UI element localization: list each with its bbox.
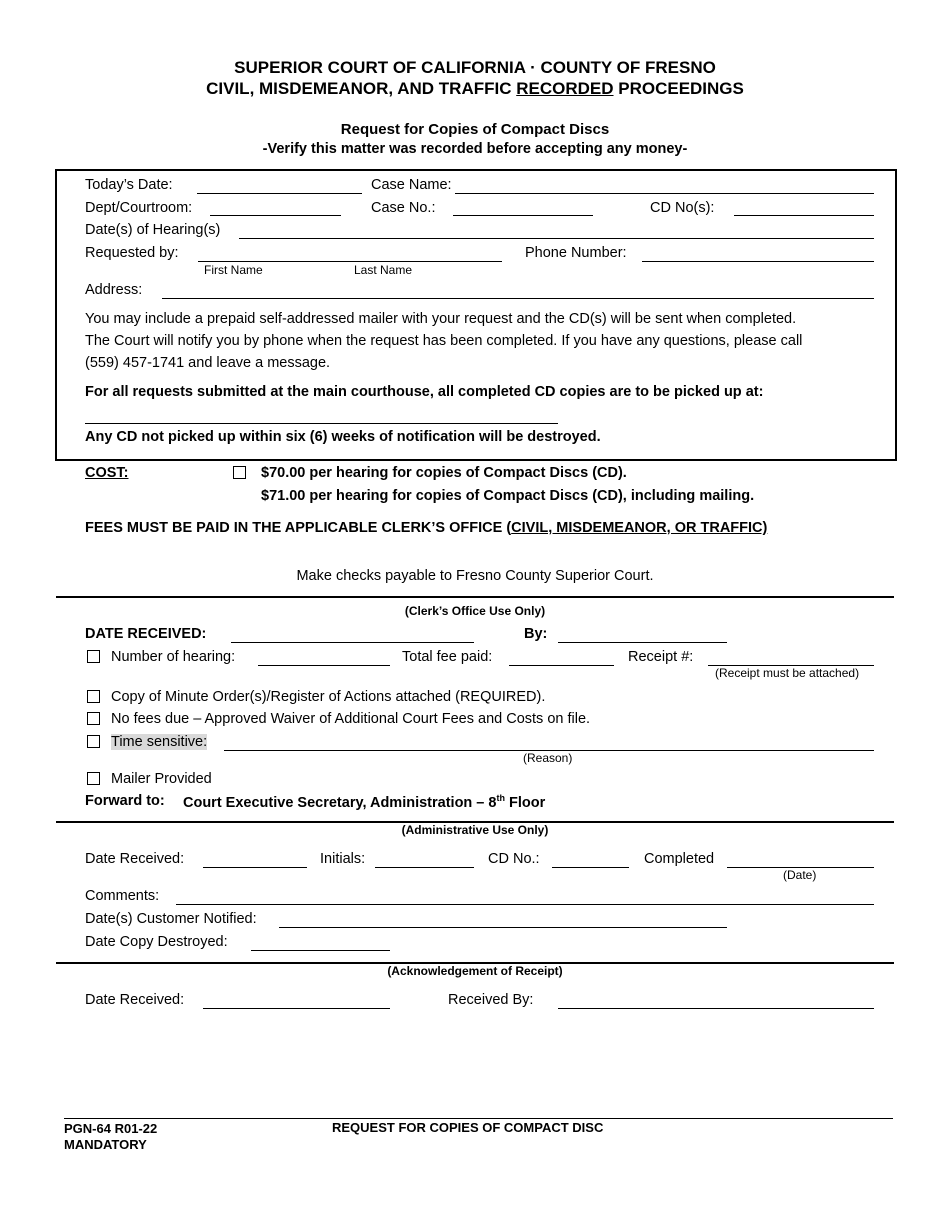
cost-option-1: $70.00 per hearing for copies of Compact Discs (CD).: [261, 465, 627, 481]
dept-field[interactable]: [210, 215, 341, 216]
receipt-note: (Receipt must be attached): [715, 666, 860, 680]
pickup-location-field[interactable]: [85, 423, 558, 424]
address-field[interactable]: [162, 298, 874, 299]
cost-label: [85, 465, 129, 481]
info-line-3: (559) 457-1741 and leave a message.: [85, 355, 331, 371]
cost-checkbox[interactable]: [233, 466, 246, 479]
clerk-section-title: (Clerk’s Office Use Only): [404, 604, 546, 618]
reason-caption: (Reason): [523, 751, 573, 765]
pickup-notice: For all requests submitted at the main courthouse, all completed CD copies are to be picked up at:: [85, 384, 764, 400]
time-sensitive-label: [111, 734, 207, 750]
todays-date-field[interactable]: [197, 193, 362, 194]
fees-notice: [85, 520, 767, 536]
admin-section-title: (Administrative Use Only): [401, 823, 549, 837]
admin-date-received-label: Date Received:: [85, 851, 185, 867]
fees-notice-pre: FEES MUST BE PAID IN THE APPLICABLE CLERK’S OFFICE (: [85, 520, 512, 536]
cd-nos-field[interactable]: [734, 215, 874, 216]
requested-by-label: Requested by:: [85, 245, 179, 261]
admin-date-received-field[interactable]: [203, 867, 307, 868]
hearing-dates-field[interactable]: [239, 238, 874, 239]
form-title: Request for Copies of Compact Discs: [340, 121, 610, 138]
no-fees-label: No fees due – Approved Waiver of Additional Court Fees and Costs on file.: [111, 711, 591, 727]
mailer-label: Mailer Provided: [111, 771, 212, 787]
no-fees-checkbox[interactable]: [87, 712, 100, 725]
ack-date-received-label: Date Received:: [85, 992, 185, 1008]
date-caption: (Date): [783, 868, 817, 882]
fees-notice-offices: CIVIL, MISDEMEANOR, OR TRAFFIC): [511, 520, 768, 536]
todays-date-label: Today’s Date:: [85, 177, 173, 193]
initials-label: Initials:: [320, 851, 366, 867]
info-line-2: The Court will notify you by phone when the request has been completed. If you have any questions, please call: [85, 333, 803, 349]
mailer-checkbox[interactable]: [87, 772, 100, 785]
clerk-date-received-field[interactable]: [231, 642, 474, 643]
first-name-caption: First Name: [204, 263, 263, 277]
proceedings-title-post: PROCEEDINGS: [613, 79, 744, 98]
total-fee-label: Total fee paid:: [402, 649, 493, 665]
case-no-field[interactable]: [453, 215, 593, 216]
last-name-caption: Last Name: [354, 263, 413, 277]
phone-label: Phone Number:: [525, 245, 627, 261]
forward-destination-pre: Court Executive Secretary, Administration – 8: [183, 794, 497, 811]
forward-destination-post: Floor: [504, 794, 546, 811]
forward-to-label: Forward to:: [85, 793, 165, 809]
case-name-field[interactable]: [455, 193, 874, 194]
received-by-label: Received By:: [448, 992, 534, 1008]
proceedings-title-recorded: RECORDED: [516, 79, 614, 98]
clerk-date-received-label: DATE RECEIVED:: [85, 626, 207, 642]
admin-cd-no-field[interactable]: [552, 867, 629, 868]
requested-by-field[interactable]: [198, 261, 502, 262]
form-number: PGN-64 R01-22: [64, 1121, 158, 1136]
completed-label: Completed: [644, 851, 715, 867]
received-by-field[interactable]: [558, 1008, 874, 1009]
hearing-dates-label: Date(s) of Hearing(s): [85, 222, 221, 238]
time-sensitive-text: Time sensitive:: [111, 734, 208, 750]
receipt-label: Receipt #:: [628, 649, 694, 665]
time-sensitive-checkbox[interactable]: [87, 735, 100, 748]
phone-field[interactable]: [642, 261, 874, 262]
case-no-label: Case No.:: [371, 200, 436, 216]
dept-label: Dept/Courtroom:: [85, 200, 193, 216]
court-title: SUPERIOR COURT OF CALIFORNIA · COUNTY OF FRESNO: [234, 58, 716, 77]
comments-field[interactable]: [176, 904, 874, 905]
address-label: Address:: [85, 282, 143, 298]
num-hearing-label: Number of hearing:: [111, 649, 236, 665]
case-name-label: Case Name:: [371, 177, 452, 193]
clerk-divider: [56, 596, 894, 598]
admin-cd-no-label: CD No.:: [488, 851, 540, 867]
forward-destination-sup: th: [496, 793, 505, 803]
comments-label: Comments:: [85, 888, 160, 904]
proceedings-title: [0, 79, 950, 99]
clerk-by-field[interactable]: [558, 642, 727, 643]
ack-date-received-field[interactable]: [203, 1008, 390, 1009]
num-hearing-field[interactable]: [258, 665, 390, 666]
total-fee-field[interactable]: [509, 665, 614, 666]
initials-field[interactable]: [375, 867, 474, 868]
copy-destroyed-label: Date Copy Destroyed:: [85, 934, 228, 950]
cost-label-text: COST:: [85, 465, 129, 481]
cd-nos-label: CD No(s):: [650, 200, 715, 216]
form-subtitle: -Verify this matter was recorded before accepting any money-: [262, 141, 688, 157]
destroy-notice: Any CD not picked up within six (6) weeks of notification will be destroyed.: [85, 429, 601, 445]
customer-notified-label: Date(s) Customer Notified:: [85, 911, 257, 927]
footer-rule: [64, 1118, 893, 1119]
footer-title: REQUEST FOR COPIES OF COMPACT DISC: [332, 1120, 604, 1135]
ack-section-title: (Acknowledgement of Receipt): [387, 964, 563, 978]
checks-payable: Make checks payable to Fresno County Superior Court.: [296, 568, 654, 584]
proceedings-title-pre: CIVIL, MISDEMEANOR, AND TRAFFIC: [206, 79, 517, 98]
copy-destroyed-field[interactable]: [251, 950, 390, 951]
clerk-by-label: By:: [524, 626, 548, 642]
customer-notified-field[interactable]: [279, 927, 727, 928]
mandatory-label: MANDATORY: [64, 1137, 147, 1152]
cost-option-2: $71.00 per hearing for copies of Compact Discs (CD), including mailing.: [261, 488, 755, 504]
info-line-1: You may include a prepaid self-addressed mailer with your request and the CD(s) will be sent when completed.: [85, 311, 797, 327]
minute-order-checkbox[interactable]: [87, 690, 100, 703]
minute-order-label: Copy of Minute Order(s)/Register of Actions attached (REQUIRED).: [111, 689, 546, 705]
forward-destination: [183, 793, 545, 811]
num-hearing-checkbox[interactable]: [87, 650, 100, 663]
